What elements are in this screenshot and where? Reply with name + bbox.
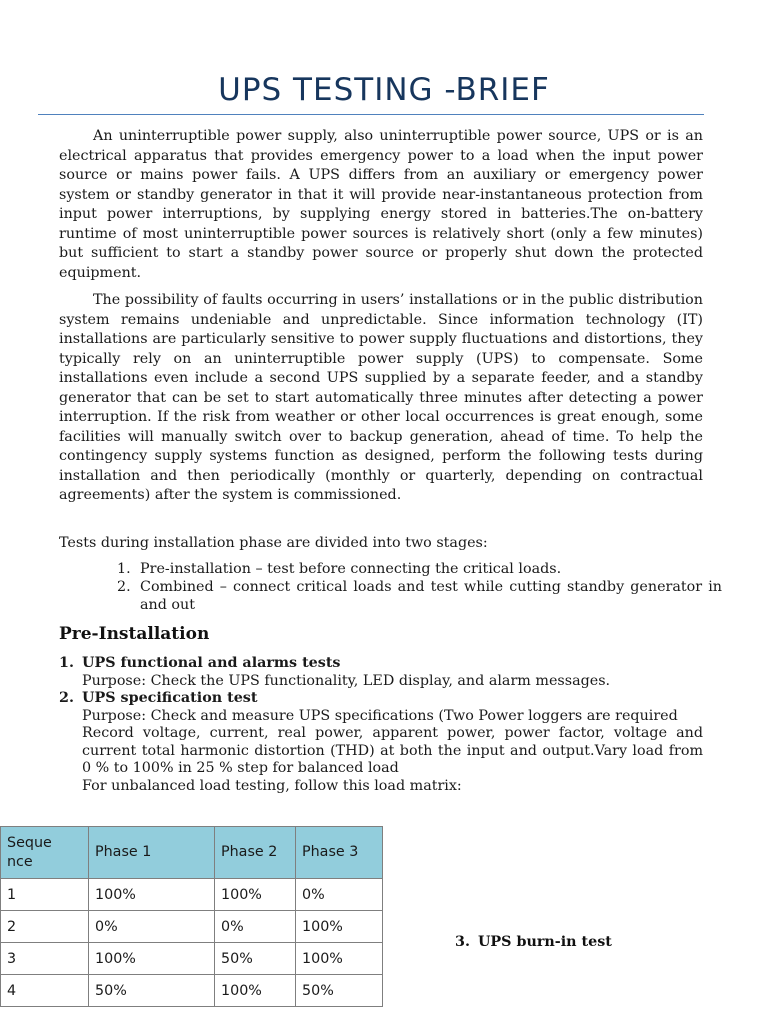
table-cell: 0% — [89, 911, 215, 943]
list-number: 1. — [117, 561, 131, 577]
list-item — [117, 560, 722, 578]
table-cell: 1 — [1, 879, 89, 911]
title-underline — [38, 114, 704, 115]
section-heading: Pre-Installation — [59, 624, 210, 644]
test-name: UPS burn-in test — [477, 934, 612, 950]
test-number: 1. — [59, 655, 74, 671]
faults-paragraph: The possibility of faults occurring in users’ installations or in the public distribution system remains undeniable and unpredictable. Since information technology (IT) installations are particularly sensitive to power supply fluctuations and distortions, they typically rely on an uninterruptible power supply (UPS) to compensate. Some installations even include a second UPS supplied by a separate feeder, and a standby generator that can be set to start automatically three minutes after detecting a power interruption. If the risk from weather or other local occurrences is great enough, some facilities will manually switch over to backup generation, ahead of time. To help the contingency supply systems function as designed, perform the following tests during installation and then periodically (monthly or quarterly, depending on contractual agreements) after the system is commissioned. — [59, 292, 703, 503]
test-number: 2. — [59, 690, 74, 706]
test-purpose: Purpose: Check and measure UPS specifications (Two Power loggers are required — [82, 707, 678, 724]
test-item-functional — [59, 655, 703, 690]
table-cell: 50% — [296, 975, 383, 1007]
table-cell: 100% — [215, 879, 296, 911]
test-unbalanced-note: For unbalanced load testing, follow this load matrix: — [82, 777, 462, 794]
table-cell: 100% — [215, 975, 296, 1007]
test-item-specification — [59, 690, 703, 795]
stages-list — [117, 560, 722, 614]
table-cell: 0% — [296, 879, 383, 911]
table-header-row — [1, 827, 383, 879]
page-title: UPS TESTING -BRIEF — [218, 72, 550, 108]
table-cell: 4 — [1, 975, 89, 1007]
table-cell: 100% — [296, 911, 383, 943]
test-name: UPS specification test — [82, 690, 258, 706]
list-item-text: Combined – connect critical loads and test while cutting standby generator in and out — [140, 579, 722, 613]
table-cell: 100% — [89, 879, 215, 911]
column-header: Phase 2 — [215, 827, 296, 879]
list-item-text: Pre-installation – test before connecting the critical loads. — [140, 561, 562, 577]
column-header: Phase 3 — [296, 827, 383, 879]
test-purpose: Purpose: Check the UPS functionality, LED display, and alarm messages. — [82, 672, 611, 689]
table-row — [1, 943, 383, 975]
column-header: Phase 1 — [89, 827, 215, 879]
list-item — [117, 578, 722, 614]
test-name: UPS functional and alarms tests — [82, 655, 341, 671]
table-cell: 50% — [89, 975, 215, 1007]
tests-list — [59, 655, 703, 795]
column-header: Seque nce — [1, 827, 89, 879]
table-row — [1, 879, 383, 911]
test-record-instructions: Record voltage, current, real power, apparent power, power factor, voltage and current total harmonic distortion (THD) at both the input and output.Vary load from 0 % to 100% in 25 % step for balanced load — [82, 725, 703, 776]
table-cell: 50% — [215, 943, 296, 975]
list-number: 2. — [117, 579, 131, 595]
burn-in-test-heading — [455, 934, 612, 950]
table-cell: 0% — [215, 911, 296, 943]
table-cell: 100% — [296, 943, 383, 975]
load-matrix-table — [0, 826, 383, 1007]
intro-paragraph: An uninterruptible power supply, also uninterruptible power source, UPS or is an electrical apparatus that provides emergency power to a load when the input power source or mains power fails. A UPS differs from an auxiliary or emergency power system or standby generator in that it will provide near-instantaneous protection from input power interruptions, by supplying energy stored in batteries.The on-battery runtime of most uninterruptible power sources is relatively short (only a few minutes) but sufficient to start a standby power source or properly shut down the protected equipment. — [59, 128, 703, 281]
table-row — [1, 975, 383, 1007]
stages-intro: Tests during installation phase are divided into two stages: — [59, 535, 488, 551]
table-row — [1, 911, 383, 943]
table-cell: 2 — [1, 911, 89, 943]
table-cell: 3 — [1, 943, 89, 975]
test-number: 3. — [455, 934, 470, 950]
table-cell: 100% — [89, 943, 215, 975]
